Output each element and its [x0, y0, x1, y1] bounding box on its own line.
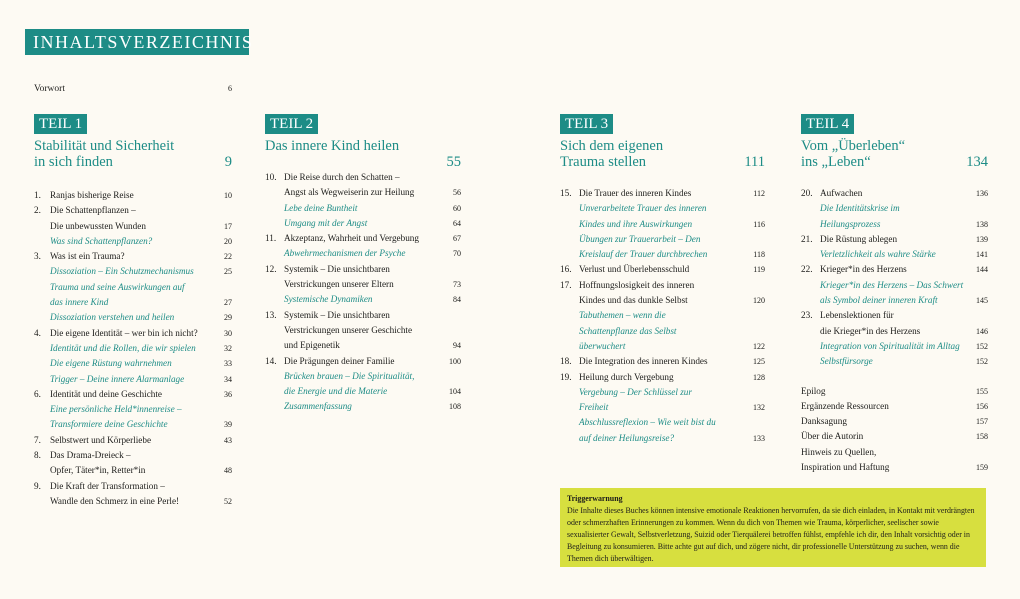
toc-entry-label: Kindes und ihre Auswirkungen [579, 218, 693, 229]
toc-entry-label: Die eigene Rüstung wahrnehmen [50, 358, 172, 369]
toc-entry-label: Zusammenfassung [284, 401, 352, 412]
toc-entry [34, 341, 232, 356]
toc-entry-label: Die Schattenpflanzen – [50, 205, 136, 216]
part-title [801, 138, 988, 172]
trigger-warning-box [560, 488, 986, 567]
toc-entry-page: 48 [224, 466, 232, 476]
toc-entry-page: 138 [976, 219, 988, 229]
part-badge: TEIL 3 [560, 114, 613, 134]
toc-entry-page: 34 [224, 374, 232, 384]
toc-entry-label: Epilog [801, 385, 826, 396]
toc-entry-page: 67 [453, 234, 461, 244]
toc-entry-page: 159 [976, 463, 988, 473]
toc-entry-number: 11. [265, 233, 277, 244]
toc-entry [34, 310, 232, 325]
toc-entry [265, 277, 461, 292]
toc-entries [265, 170, 461, 415]
toc-entry [801, 262, 988, 277]
toc-entry-label: Die Rüstung ablegen [820, 233, 898, 244]
toc-entry [34, 219, 232, 234]
part-title [265, 138, 461, 172]
toc-entry-page: 43 [224, 435, 232, 445]
toc-entry [801, 293, 988, 308]
toc-entry [801, 354, 988, 369]
part-title-line: in sich finden [34, 154, 113, 170]
toc-entry-label: Verlust und Überlebensschuld [579, 264, 690, 275]
toc-entry-label: Inspiration und Haftung [801, 462, 890, 473]
toc-entry-page: 73 [453, 280, 461, 290]
toc-entry-label: Systemik – Die unsichtbaren [284, 263, 390, 274]
toc-entry-label: Lebenslektionen für [820, 310, 894, 321]
part-page: 9 [224, 154, 232, 170]
toc-entry-label: Übungen zur Trauerarbeit – Den [579, 233, 701, 244]
toc-entry-label: Vorwort [34, 84, 65, 94]
toc-entry [265, 323, 461, 338]
part-title-line: Stabilität und Sicherheit [34, 138, 175, 154]
toc-entry [34, 402, 232, 417]
toc-entry-label: Trigger – Deine innere Alarmanlage [50, 373, 185, 384]
toc-entry-page: 27 [224, 298, 232, 308]
toc-entry-number: 2. [34, 205, 41, 216]
toc-entry-label: Das Drama-Dreieck – [50, 450, 131, 461]
toc-entry [34, 356, 232, 371]
toc-entry [801, 339, 988, 354]
toc-entry [801, 247, 988, 262]
toc-entry [265, 170, 461, 185]
toc-entry-page: 17 [224, 221, 232, 231]
part-title-line: Trauma stellen [560, 154, 647, 170]
toc-entry-page: 22 [224, 252, 232, 262]
toc-entry [265, 201, 461, 216]
toc-entry-page: 94 [453, 341, 461, 351]
toc-entry-page: 104 [449, 387, 461, 397]
toc-entry-number: 14. [265, 355, 277, 366]
toc-entry [265, 399, 461, 414]
toc-entry-label: Eine persönliche Held*innenreise – [50, 404, 182, 415]
toc-entry-label: Lebe deine Buntheit [284, 202, 358, 213]
toc-entry-page: 20 [224, 236, 232, 246]
toc-entry [265, 231, 461, 246]
toc-entry-page: 70 [453, 249, 461, 259]
toc-entry [34, 463, 232, 478]
toc-entry-page: 6 [228, 84, 232, 93]
toc-entry-label: Wandle den Schmerz in eine Perle! [50, 495, 180, 506]
toc-entry [801, 308, 988, 323]
toc-entry-label: Aufwachen [820, 188, 863, 198]
part-badge: TEIL 4 [801, 114, 854, 134]
toc-entry-label: Selbstfürsorge [820, 356, 873, 367]
toc-entry-page: 10 [224, 191, 232, 200]
toc-entry-label: Die eigene Identität – wer bin ich nicht? [50, 327, 198, 338]
toc-entry-label: Opfer, Täter*in, Retter*in [50, 465, 146, 476]
toc-entry [265, 338, 461, 353]
toc-entry-number: 4. [34, 327, 41, 338]
toc-entry-label: Danksagung [801, 416, 847, 427]
toc-entry-page: 52 [224, 496, 232, 506]
toc-entry [560, 415, 765, 430]
toc-entry-label: Krieger*in des Herzens [820, 264, 907, 275]
part-title-line: Vom „Überleben“ [801, 138, 906, 154]
toc-entry-label: Heilungsprozess [820, 218, 881, 229]
part-title-line: ins „Leben“ [801, 154, 871, 170]
toc-entry-label: Die unbewussten Wunden [50, 220, 146, 231]
toc-entry-label: Angst als Wegweiserin zur Heilung [284, 187, 415, 198]
toc-entry-label: Identität und deine Geschichte [50, 388, 162, 399]
toc-entry [34, 249, 232, 264]
toc-entry-label: Die Identitätskrise im [820, 203, 900, 214]
toc-entry-number: 6. [34, 388, 41, 399]
toc-entry-label: Freiheit [579, 402, 609, 413]
toc-entry [801, 217, 988, 232]
toc-entry-label: Systemische Dynamiken [284, 294, 373, 305]
toc-entry-page: 156 [976, 401, 988, 411]
toc-entry [265, 216, 461, 231]
toc-entry-label: Ranjas bisherige Reise [50, 190, 134, 200]
toc-entry-label: Kindes und das dunkle Selbst [579, 295, 688, 306]
toc-entry-number: 18. [560, 356, 572, 367]
toc-entry-label: als Symbol deiner inneren Kraft [820, 295, 938, 306]
toc-entry [34, 417, 232, 432]
toc-entry [265, 384, 461, 399]
toc-end-entry [801, 445, 988, 460]
trigger-warning-title: Triggerwarnung [567, 494, 623, 503]
toc-entry-number: 7. [34, 434, 41, 445]
toc-entry-label: Vergebung – Der Schlüssel zur [579, 386, 692, 397]
part-4-column [801, 114, 988, 473]
toc-entry-label: Tabuthemen – wenn die [579, 310, 666, 321]
toc-entry-page: 145 [976, 296, 988, 306]
toc-entry [34, 433, 232, 448]
toc-entry-label: Brücken brauen – Die Spiritualität, [284, 370, 415, 381]
toc-entry [34, 234, 232, 249]
toc-entry-label: Verletzlichkeit als wahre Stärke [820, 249, 936, 260]
part-1-column [34, 114, 232, 506]
toc-entry-page: 39 [224, 420, 232, 430]
toc-entry-number: 19. [560, 371, 572, 382]
part-badge: TEIL 2 [265, 114, 318, 134]
toc-entry-page: 122 [753, 341, 765, 351]
toc-entry-label: Die Prägungen deiner Familie [284, 355, 395, 366]
toc-entry-page: 120 [753, 296, 765, 306]
part-page: 111 [744, 154, 765, 170]
toc-entry [265, 185, 461, 200]
toc-entry-number: 22. [801, 264, 813, 275]
toc-entry [265, 308, 461, 323]
toc-entry-page: 133 [753, 433, 765, 443]
toc-entry-label: Was sind Schattenpflanzen? [50, 235, 153, 246]
toc-entry-page: 146 [976, 326, 988, 336]
toc-entry-page: 100 [449, 356, 461, 366]
toc-entry-label: Abwehrmechanismen der Psyche [284, 248, 406, 259]
page-title: INHALTSVERZEICHNIS [25, 29, 249, 55]
toc-entry-label: Abschlussreflexion – Wie weit bist du [579, 417, 716, 428]
toc-entry-label: Über die Autorin [801, 431, 864, 442]
toc-entry-page: 36 [224, 389, 232, 399]
toc-entry [265, 354, 461, 369]
toc-entry [34, 387, 232, 402]
part-page: 134 [966, 154, 988, 170]
toc-entry [560, 232, 765, 247]
toc-entry-label: Was ist ein Trauma? [50, 251, 125, 262]
toc-entry-page: 158 [976, 432, 988, 442]
toc-entry [34, 448, 232, 463]
part-title [34, 138, 232, 172]
part-3-column [560, 114, 765, 443]
toc-entry-label: Systemik – Die unsichtbaren [284, 309, 390, 320]
toc-entry [801, 278, 988, 293]
toc-entry-number: 20. [801, 188, 813, 198]
toc-entry-page: 139 [976, 234, 988, 244]
toc-entry-number: 17. [560, 279, 572, 290]
part-2-column [265, 114, 461, 412]
toc-entry [560, 278, 765, 293]
toc-entry-label: Trauma und seine Auswirkungen auf [50, 281, 185, 292]
toc-entry-page: 136 [976, 189, 988, 198]
toc-entry [560, 354, 765, 369]
toc-entry-page: 32 [224, 343, 232, 353]
toc-end-entry [801, 384, 988, 399]
toc-entry-page: 128 [753, 372, 765, 382]
toc-entry-label: und Epigenetik [284, 340, 340, 351]
toc-entry [801, 324, 988, 339]
toc-entry-label: überwuchert [579, 340, 626, 351]
toc-entry-label: Krieger*in des Herzens – Das Schwert [820, 279, 964, 290]
toc-entry [560, 247, 765, 262]
toc-entries [560, 186, 765, 446]
toc-entry-label: Verstrickungen unserer Eltern [284, 279, 394, 290]
toc-entry [560, 324, 765, 339]
toc-entry [265, 292, 461, 307]
toc-entry [801, 232, 988, 247]
toc-entry [560, 201, 765, 216]
toc-entry-number: 10. [265, 172, 277, 182]
toc-entry [801, 201, 988, 216]
toc-entry-number: 23. [801, 310, 813, 321]
toc-entry-label: das innere Kind [50, 297, 109, 308]
toc-entry [34, 494, 232, 509]
toc-entry-number: 9. [34, 480, 41, 491]
toc-entry-label: Umgang mit der Angst [284, 217, 368, 228]
toc-entry [560, 339, 765, 354]
toc-entry-page: 144 [976, 265, 988, 275]
toc-entry-page: 64 [453, 218, 461, 228]
toc-end-entry [801, 460, 988, 475]
toc-entry [265, 369, 461, 384]
toc-entry-label: Schattenpflanze das Selbst [579, 325, 677, 336]
toc-entry-label: auf deiner Heilungsreise? [579, 432, 675, 443]
toc-entry-page: 29 [224, 313, 232, 323]
part-title-line: Sich dem eigenen [560, 138, 664, 154]
toc-entry-label: Integration von Spiritualität im Alltag [820, 340, 960, 351]
toc-entry [34, 372, 232, 387]
toc-entry-page: 25 [224, 267, 232, 277]
part-page: 55 [446, 154, 461, 170]
toc-entry-label: Heilung durch Vergebung [579, 371, 674, 382]
toc-entry-page: 30 [224, 328, 232, 338]
toc-entry-page: 141 [976, 250, 988, 260]
toc-entry [34, 326, 232, 341]
toc-entry-number: 13. [265, 309, 277, 320]
toc-entry-number: 16. [560, 264, 572, 275]
toc-entries [801, 186, 988, 475]
toc-entry-label: Unverarbeitete Trauer des inneren [579, 203, 707, 214]
toc-entry-label: Kreislauf der Trauer durchbrechen [579, 249, 708, 260]
toc-entry-label: Identität und die Rollen, die wir spielen [50, 342, 196, 353]
toc-entry-label: Hoffnungslosigkeit des inneren [579, 279, 695, 290]
toc-end-entry [801, 429, 988, 444]
toc-end-entry [801, 399, 988, 414]
toc-entry-page: 108 [449, 402, 461, 412]
toc-entry-label: Die Kraft der Transformation – [50, 480, 165, 491]
toc-entry-number: 12. [265, 263, 277, 274]
toc-entry [560, 217, 765, 232]
toc-entry [560, 308, 765, 323]
toc-entry-page: 116 [753, 219, 765, 229]
toc-entry-page: 118 [753, 250, 765, 260]
toc-entry-label: Ergänzende Ressourcen [801, 400, 889, 411]
toc-entry-label: Hinweis zu Quellen, [801, 446, 877, 457]
toc-entry-label: Verstrickungen unserer Geschichte [284, 324, 413, 335]
toc-entry-label: Dissoziation verstehen und heilen [50, 312, 175, 323]
toc-entry-label: Akzeptanz, Wahrheit und Vergebung [284, 233, 419, 244]
toc-entry-page: 132 [753, 403, 765, 413]
toc-entry-page: 112 [753, 189, 765, 198]
toc-entry [560, 400, 765, 415]
toc-entry-label: Selbstwert und Körperliebe [50, 434, 152, 445]
part-title [560, 138, 765, 172]
toc-entry-label: Dissoziation – Ein Schutzmechanismus [50, 266, 194, 277]
part-title-line: Das innere Kind heilen [265, 138, 400, 154]
toc-entry [265, 246, 461, 261]
toc-entry-page: 119 [753, 265, 765, 275]
toc-entry [265, 262, 461, 277]
toc-entry [560, 370, 765, 385]
toc-entry-label: die Energie und die Materie [284, 386, 388, 397]
toc-entry-label: Die Integration des inneren Kindes [579, 356, 708, 367]
toc-entry-label: Transformiere deine Geschichte [50, 419, 168, 430]
toc-entry-page: 155 [976, 386, 988, 396]
toc-end-entry [801, 414, 988, 429]
trigger-warning-text: Die Inhalte dieses Buches können intensive emotionale Reaktionen hervorrufen, da sie dich einladen, in Kontakt mit verdrängten oder schmerzhaften Erinnerungen zu kommen. Wenn du dich von Themen wie Trauma, körperlicher, seelischer sowie sexualisierter Gewalt, Selbstverletzung, Suizid oder Tierquälerei betroffen fühlst, empfehle ich dir, den Inhalt vorsichtig oder in Begleitung zu konsumieren. Bitte achte gut auf dich, und zögere nicht, dir professionelle Unterstützung zu suchen, wenn die Themen dich überwältigen. [567, 506, 975, 563]
toc-entry [34, 479, 232, 494]
toc-entry-page: 152 [976, 357, 988, 367]
toc-entry [34, 264, 232, 279]
toc-entry-page: 60 [453, 203, 461, 213]
toc-entry-page: 84 [453, 295, 461, 305]
toc-entry-number: 21. [801, 233, 813, 244]
toc-entry-number: 8. [34, 450, 41, 461]
toc-entry-label: die Krieger*in des Herzens [820, 325, 921, 336]
part-badge: TEIL 1 [34, 114, 87, 134]
toc-entry-number: 3. [34, 251, 41, 262]
toc-entry [34, 295, 232, 310]
toc-entry [34, 188, 232, 203]
toc-entry [560, 385, 765, 400]
toc-entry-page: 157 [976, 417, 988, 427]
toc-entry [34, 280, 232, 295]
toc-entry-page: 152 [976, 341, 988, 351]
toc-entry-page: 33 [224, 359, 232, 369]
toc-entry-vorwort [34, 84, 232, 94]
toc-entry [34, 203, 232, 218]
toc-entry-number: 1. [34, 190, 41, 200]
toc-entry-label: Die Reise durch den Schatten – [284, 172, 400, 182]
toc-entry-page: 125 [753, 357, 765, 367]
toc-entry-label: Die Trauer des inneren Kindes [579, 188, 692, 198]
toc-entry [560, 293, 765, 308]
toc-entry [801, 186, 988, 201]
toc-entry-page: 56 [453, 188, 461, 198]
toc-entry-number: 15. [560, 188, 572, 198]
toc-entry [560, 431, 765, 446]
toc-entry [560, 262, 765, 277]
toc-entry [560, 186, 765, 201]
toc-entries [34, 188, 232, 509]
